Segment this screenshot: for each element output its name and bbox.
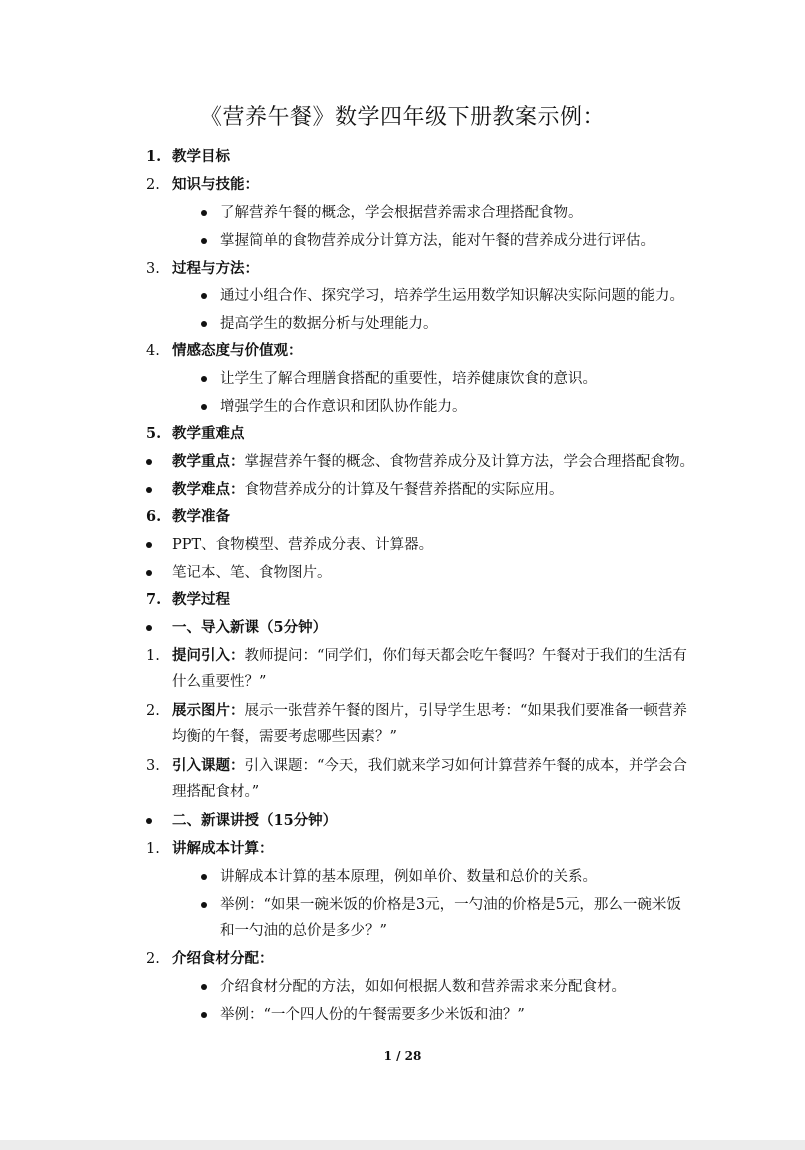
list-item: 举例：“一个四人份的午餐需要多少米饭和油？” — [220, 1007, 525, 1023]
section-heading: 过程与方法： — [172, 260, 259, 277]
section-heading: 情感态度与价值观： — [172, 342, 303, 359]
section-heading: 知识与技能： — [172, 176, 259, 193]
bullet-icon — [201, 984, 207, 990]
step-text: 引入课题：“今天，我们就来学习如何计算营养午餐的成本，并学会合 — [244, 758, 687, 774]
item-label: 教学重点： — [172, 453, 245, 470]
section-number: 1. — [146, 148, 162, 165]
list-item: 了解营养午餐的概念，学会根据营养需求合理搭配食物。 — [220, 205, 583, 221]
page-gap — [0, 1140, 805, 1150]
part-heading: 二、新课讲授（15分钟） — [172, 812, 338, 829]
step-continuation: 什么重要性？” — [172, 674, 267, 690]
bullet-icon — [201, 404, 207, 410]
section-heading: 教学目标 — [172, 148, 230, 165]
list-item — [172, 452, 694, 472]
section-number: 6. — [146, 508, 162, 525]
section-number: 4. — [146, 343, 160, 359]
bullet-icon — [146, 459, 152, 465]
step-line — [172, 701, 687, 721]
list-item: 提高学生的数据分析与处理能力。 — [220, 316, 438, 332]
section-number: 2. — [146, 177, 160, 193]
list-item: 增强学生的合作意识和团队协作能力。 — [220, 399, 467, 415]
bullet-icon — [146, 625, 152, 631]
step-text: 展示一张营养午餐的图片，引导学生思考：“如果我们要准备一顿营养 — [244, 703, 687, 719]
list-item: 笔记本、笔、食物图片。 — [172, 565, 332, 581]
list-item: 举例：“如果一碗米饭的价格是3元，一勺油的价格是5元，那么一碗米饭 — [220, 897, 681, 913]
bullet-icon — [146, 570, 152, 576]
section-number: 3. — [146, 261, 160, 277]
page-number: 1 / 28 — [383, 1049, 422, 1063]
bullet-icon — [201, 1012, 207, 1018]
list-item: 掌握简单的食物营养成分计算方法，能对午餐的营养成分进行评估。 — [220, 233, 655, 249]
list-item: PPT、食物模型、营养成分表、计算器。 — [172, 537, 434, 553]
section-number: 5. — [146, 425, 162, 442]
bullet-icon — [201, 376, 207, 382]
step-line — [172, 756, 687, 776]
step-text: 教师提问：“同学们，你们每天都会吃午餐吗？午餐对于我们的生活有 — [244, 648, 687, 664]
document-title: 《营养午餐》数学四年级下册教案示例： — [199, 105, 605, 130]
step-label: 提问引入： — [172, 647, 245, 664]
list-item-continuation: 和一勺油的总价是多少？” — [220, 923, 387, 939]
bullet-icon — [201, 238, 207, 244]
section-number: 7. — [146, 591, 162, 608]
list-item: 讲解成本计算的基本原理，例如单价、数量和总价的关系。 — [220, 869, 597, 885]
step-number: 2. — [146, 951, 160, 967]
item-label: 教学难点： — [172, 481, 245, 498]
step-label: 介绍食材分配： — [172, 950, 274, 967]
step-number: 2. — [146, 703, 160, 719]
step-label: 展示图片： — [172, 702, 245, 719]
bullet-icon — [201, 210, 207, 216]
bullet-icon — [201, 902, 207, 908]
step-label: 引入课题： — [172, 757, 245, 774]
step-number: 1. — [146, 841, 160, 857]
bullet-icon — [146, 818, 152, 824]
bullet-icon — [201, 321, 207, 327]
bullet-icon — [146, 542, 152, 548]
section-heading: 教学准备 — [172, 508, 230, 525]
list-item: 通过小组合作、探究学习，培养学生运用数学知识解决实际问题的能力。 — [220, 288, 684, 304]
part-heading: 一、导入新课（5分钟） — [172, 619, 328, 636]
list-item: 介绍食材分配的方法，如如何根据人数和营养需求来分配食材。 — [220, 979, 626, 995]
item-text: 食物营养成分的计算及午餐营养搭配的实际应用。 — [244, 482, 564, 498]
bullet-icon — [201, 874, 207, 880]
step-continuation: 均衡的午餐，需要考虑哪些因素？” — [172, 729, 397, 745]
list-item: 让学生了解合理膳食搭配的重要性，培养健康饮食的意识。 — [220, 371, 597, 387]
section-heading: 教学重难点 — [172, 425, 245, 442]
section-heading: 教学过程 — [172, 591, 230, 608]
step-continuation: 理搭配食材。” — [172, 784, 260, 800]
step-number: 1. — [146, 648, 160, 664]
step-label: 讲解成本计算： — [172, 840, 274, 857]
item-text: 掌握营养午餐的概念、食物营养成分及计算方法，学会合理搭配食物。 — [244, 454, 694, 470]
step-number: 3. — [146, 758, 160, 774]
step-line — [172, 646, 687, 666]
list-item — [172, 480, 564, 500]
bullet-icon — [201, 293, 207, 299]
bullet-icon — [146, 487, 152, 493]
